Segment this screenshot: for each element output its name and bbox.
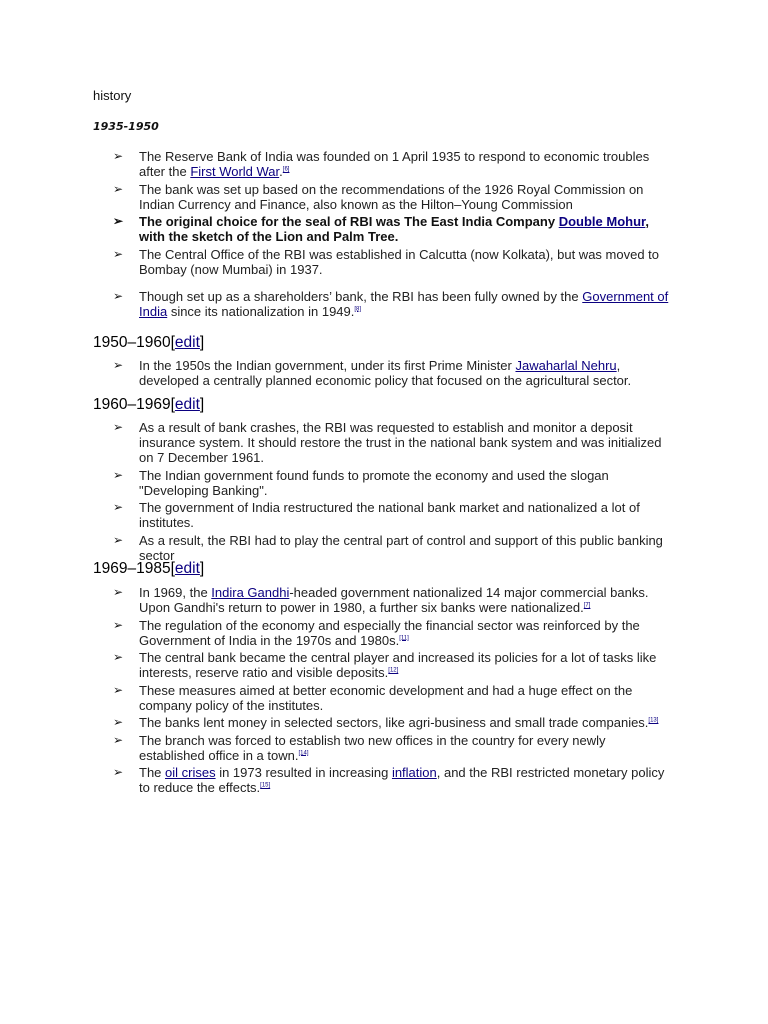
list-item: ➢ These measures aimed at better economic development and had a huge effect on the company policy of the institutes.: [113, 682, 633, 713]
citation-ref[interactable]: [6]: [282, 166, 290, 173]
arrow-bullet-icon: ➢: [113, 715, 124, 729]
arrow-bullet-icon: ➢: [113, 467, 124, 482]
arrow-bullet-icon: ➢: [113, 500, 124, 514]
list-item: ➢ The original choice for the seal of RBI was The East India Company Double Mohur, with the sketch of the Lion and Palm Tree.: [113, 214, 649, 244]
list-item: ➢ In the 1950s the Indian government, under its first Prime Minister Jawaharlal Nehru, developed a centrally planned economic policy that focused on the agricultural sector.: [113, 358, 632, 388]
list-item: ➢ The government of India restructured the national bank market and nationalized a lot of institutes.: [113, 500, 640, 530]
citation-ref[interactable]: [8]: [354, 306, 362, 313]
arrow-bullet-icon: ➢: [113, 682, 124, 697]
list-1935: [113, 149, 673, 321]
list-item: ➢ The regulation of the economy and especially the financial sector was reinforced by the Government of India in the 1970s and 1980s.[11]: [113, 617, 640, 648]
list-item: ➢ The branch was forced to establish two new offices in the country for every newly established office in a town.[14]: [113, 732, 606, 763]
arrow-bullet-icon: ➢: [113, 650, 124, 664]
list-item: ➢ As a result, the RBI had to play the central part of control and support of this public banking sector: [113, 532, 663, 563]
list-item: ➢ The Central Office of the RBI was established in Calcutta (now Kolkata), but was moved to Bombay (now Mumbai) in 1937.: [113, 246, 660, 277]
list-1969: [113, 585, 673, 798]
edit-link[interactable]: edit: [174, 334, 200, 351]
arrow-bullet-icon: ➢: [113, 358, 124, 372]
list-item: ➢ The Reserve Bank of India was founded on 1 April 1935 to respond to economic troubles after the First World War.[6]: [113, 149, 650, 179]
citation-ref[interactable]: [13]: [648, 717, 659, 724]
arrow-bullet-icon: ➢: [113, 732, 124, 747]
arrow-bullet-icon: ➢: [113, 420, 124, 434]
section-heading-1960: 1960–1969[edit]: [93, 396, 205, 413]
document-title: history: [93, 88, 132, 103]
citation-ref[interactable]: [11]: [399, 635, 409, 642]
citation-ref[interactable]: [12]: [388, 667, 399, 674]
link-first-world-war[interactable]: First World War: [190, 164, 280, 179]
list-item: ➢ The Indian government found funds to promote the economy and used the slogan "Developing Banking".: [113, 467, 609, 498]
period-heading-1935: 1935-1950: [93, 120, 159, 133]
section-heading-1969: 1969–1985[edit]: [93, 560, 205, 577]
link-indira-gandhi[interactable]: Indira Gandhi: [211, 585, 290, 600]
arrow-bullet-icon: ➢: [113, 585, 124, 599]
list-item: ➢ As a result of bank crashes, the RBI was requested to establish and monitor a deposit insurance system. It should restore the trust in the national bank system and was initialized on 7 December 1961.: [113, 420, 662, 465]
citation-ref[interactable]: [14]: [298, 750, 309, 757]
arrow-bullet-icon: ➢: [113, 765, 124, 779]
edit-link[interactable]: edit: [174, 396, 200, 413]
list-item: ➢ The bank was set up based on the recommendations of the 1926 Royal Commission on Indian Currency and Finance, also known as the Hilton–Young Commission: [113, 181, 644, 212]
citation-ref[interactable]: [15]: [260, 782, 271, 789]
list-item: ➢ The central bank became the central player and increased its policies for a lot of tasks like interests, reserve ratio and visible deposits.[12]: [113, 650, 657, 680]
list-1950: [113, 358, 673, 391]
arrow-bullet-icon: ➢: [113, 532, 124, 547]
arrow-bullet-icon: ➢: [113, 214, 124, 228]
list-item: ➢ In 1969, the Indira Gandhi-headed government nationalized 14 major commercial banks. Upon Gandhi's return to power in 1980, a further six banks were nationalized.[7]: [113, 585, 649, 615]
link-double-mohur[interactable]: Double Mohur: [558, 214, 646, 229]
citation-ref[interactable]: [7]: [583, 602, 591, 609]
arrow-bullet-icon: ➢: [113, 149, 124, 163]
arrow-bullet-icon: ➢: [113, 617, 124, 632]
list-item: ➢ Though set up as a shareholders’ bank, the RBI has been fully owned by the Government of India since its nationalization in 1949.[8]: [113, 288, 669, 319]
arrow-bullet-icon: ➢: [113, 181, 124, 196]
edit-link[interactable]: edit: [174, 560, 200, 577]
link-oil-crises[interactable]: oil crises: [165, 765, 216, 780]
link-jawaharlal-nehru[interactable]: Jawaharlal Nehru: [515, 358, 617, 373]
link-inflation[interactable]: inflation: [391, 765, 437, 780]
list-1960: [113, 420, 673, 565]
arrow-bullet-icon: ➢: [113, 246, 124, 261]
list-item: ➢ The banks lent money in selected sectors, like agri-business and small trade companies.[13]: [113, 715, 659, 730]
list-item: ➢ The oil crises in 1973 resulted in increasing inflation, and the RBI restricted monetary policy to reduce the effects.[15]: [113, 765, 665, 795]
section-heading-1950: 1950–1960[edit]: [93, 334, 205, 351]
arrow-bullet-icon: ➢: [113, 288, 124, 303]
link-government-of-india[interactable]: Government of India: [139, 288, 669, 319]
